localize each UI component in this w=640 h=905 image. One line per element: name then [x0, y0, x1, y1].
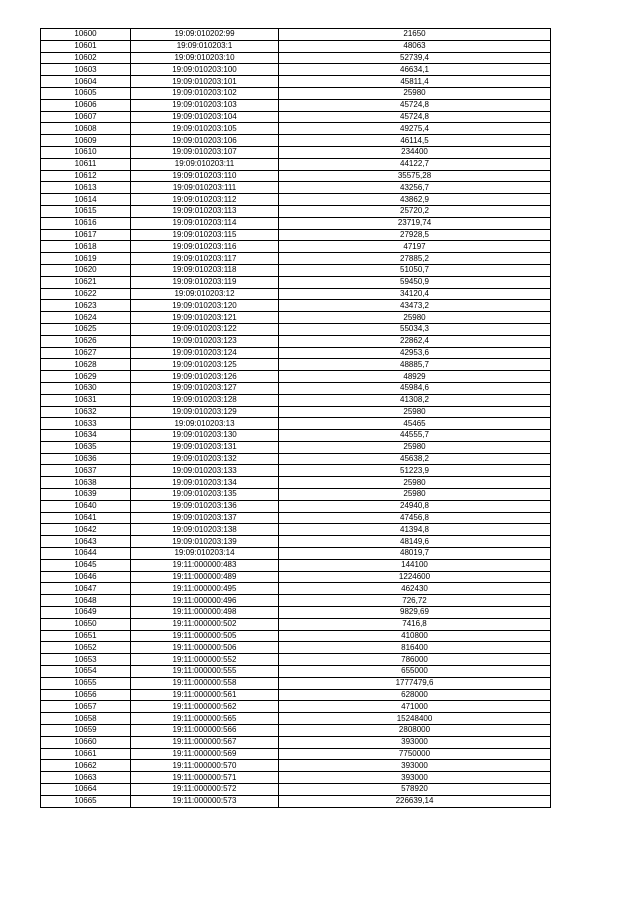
- value-cell: 22862,4: [279, 335, 551, 347]
- value-cell: 49275,4: [279, 123, 551, 135]
- row-number-cell: 10637: [41, 465, 131, 477]
- row-number-cell: 10618: [41, 241, 131, 253]
- table-row: [41, 371, 551, 383]
- row-number-cell: 10608: [41, 123, 131, 135]
- table-row: [41, 52, 551, 64]
- table-row: [41, 512, 551, 524]
- table-row: [41, 146, 551, 158]
- table-row: [41, 713, 551, 725]
- row-number-cell: 10627: [41, 347, 131, 359]
- table-row: [41, 536, 551, 548]
- table-row: [41, 241, 551, 253]
- row-number-cell: 10631: [41, 394, 131, 406]
- value-cell: 46634,1: [279, 64, 551, 76]
- cadastral-number-cell: 19:09:010203:129: [131, 406, 279, 418]
- cadastral-number-cell: 19:09:010203:120: [131, 300, 279, 312]
- row-number-cell: 10636: [41, 453, 131, 465]
- value-cell: 45638,2: [279, 453, 551, 465]
- table-row: [41, 276, 551, 288]
- row-number-cell: 10644: [41, 548, 131, 560]
- cadastral-number-cell: 19:09:010203:131: [131, 441, 279, 453]
- cadastral-number-cell: 19:09:010203:123: [131, 335, 279, 347]
- cadastral-number-cell: 19:11:000000:483: [131, 559, 279, 571]
- cadastral-number-cell: 19:09:010203:137: [131, 512, 279, 524]
- cadastral-number-cell: 19:09:010203:103: [131, 99, 279, 111]
- document-page: [40, 28, 550, 808]
- value-cell: 45724,8: [279, 111, 551, 123]
- row-number-cell: 10649: [41, 607, 131, 619]
- table-row: [41, 524, 551, 536]
- row-number-cell: 10609: [41, 135, 131, 147]
- table-row: [41, 264, 551, 276]
- row-number-cell: 10648: [41, 595, 131, 607]
- row-number-cell: 10643: [41, 536, 131, 548]
- value-cell: 15248400: [279, 713, 551, 725]
- table-row: [41, 795, 551, 807]
- row-number-cell: 10641: [41, 512, 131, 524]
- row-number-cell: 10617: [41, 229, 131, 241]
- cadastral-number-cell: 19:09:010203:134: [131, 477, 279, 489]
- cadastral-number-cell: 19:09:010203:125: [131, 359, 279, 371]
- table-row: [41, 64, 551, 76]
- value-cell: 41394,8: [279, 524, 551, 536]
- value-cell: 44555,7: [279, 430, 551, 442]
- value-cell: 48063: [279, 40, 551, 52]
- table-row: [41, 748, 551, 760]
- row-number-cell: 10626: [41, 335, 131, 347]
- value-cell: 42953,6: [279, 347, 551, 359]
- row-number-cell: 10642: [41, 524, 131, 536]
- cadastral-number-cell: 19:09:010203:128: [131, 394, 279, 406]
- table-row: [41, 300, 551, 312]
- table-row: [41, 500, 551, 512]
- value-cell: 25980: [279, 312, 551, 324]
- row-number-cell: 10650: [41, 618, 131, 630]
- value-cell: 25980: [279, 489, 551, 501]
- cadastral-number-cell: 19:09:010203:117: [131, 253, 279, 265]
- value-cell: 47456,8: [279, 512, 551, 524]
- table-row: [41, 229, 551, 241]
- row-number-cell: 10619: [41, 253, 131, 265]
- value-cell: 462430: [279, 583, 551, 595]
- row-number-cell: 10664: [41, 784, 131, 796]
- table-row: [41, 583, 551, 595]
- row-number-cell: 10603: [41, 64, 131, 76]
- row-number-cell: 10632: [41, 406, 131, 418]
- cadastral-number-cell: 19:09:010203:118: [131, 264, 279, 276]
- table-row: [41, 689, 551, 701]
- table-row: [41, 347, 551, 359]
- table-row: [41, 772, 551, 784]
- row-number-cell: 10634: [41, 430, 131, 442]
- cadastral-number-cell: 19:09:010203:105: [131, 123, 279, 135]
- cadastral-number-cell: 19:09:010203:113: [131, 205, 279, 217]
- row-number-cell: 10633: [41, 418, 131, 430]
- cadastral-number-cell: 19:09:010203:114: [131, 217, 279, 229]
- row-number-cell: 10630: [41, 382, 131, 394]
- row-number-cell: 10657: [41, 701, 131, 713]
- table-row: [41, 158, 551, 170]
- value-cell: 24940,8: [279, 500, 551, 512]
- cadastral-number-cell: 19:11:000000:567: [131, 736, 279, 748]
- row-number-cell: 10615: [41, 205, 131, 217]
- row-number-cell: 10607: [41, 111, 131, 123]
- table-row: [41, 654, 551, 666]
- table-row: [41, 642, 551, 654]
- cadastral-number-cell: 19:09:010203:13: [131, 418, 279, 430]
- value-cell: 1224600: [279, 571, 551, 583]
- value-cell: 48149,6: [279, 536, 551, 548]
- table-row: [41, 784, 551, 796]
- table-row: [41, 736, 551, 748]
- cadastral-number-cell: 19:11:000000:502: [131, 618, 279, 630]
- row-number-cell: 10651: [41, 630, 131, 642]
- cadastral-number-cell: 19:11:000000:555: [131, 666, 279, 678]
- row-number-cell: 10611: [41, 158, 131, 170]
- value-cell: 234400: [279, 146, 551, 158]
- table-row: [41, 489, 551, 501]
- cadastral-number-cell: 19:11:000000:561: [131, 689, 279, 701]
- row-number-cell: 10639: [41, 489, 131, 501]
- cadastral-number-cell: 19:09:010203:104: [131, 111, 279, 123]
- value-cell: 51050,7: [279, 264, 551, 276]
- cadastral-number-cell: 19:09:010203:12: [131, 288, 279, 300]
- value-cell: 45984,6: [279, 382, 551, 394]
- cadastral-number-cell: 19:09:010203:121: [131, 312, 279, 324]
- cadastral-number-cell: 19:09:010203:135: [131, 489, 279, 501]
- cadastral-number-cell: 19:11:000000:569: [131, 748, 279, 760]
- value-cell: 9829,69: [279, 607, 551, 619]
- row-number-cell: 10601: [41, 40, 131, 52]
- table-row: [41, 725, 551, 737]
- cadastral-number-cell: 19:09:010203:116: [131, 241, 279, 253]
- cadastral-number-cell: 19:09:010203:10: [131, 52, 279, 64]
- row-number-cell: 10646: [41, 571, 131, 583]
- cadastral-number-cell: 19:11:000000:489: [131, 571, 279, 583]
- row-number-cell: 10600: [41, 29, 131, 41]
- value-cell: 46114,5: [279, 135, 551, 147]
- value-cell: 393000: [279, 736, 551, 748]
- value-cell: 43862,9: [279, 194, 551, 206]
- value-cell: 25980: [279, 477, 551, 489]
- cadastral-number-cell: 19:09:010203:102: [131, 87, 279, 99]
- cadastral-number-cell: 19:09:010203:100: [131, 64, 279, 76]
- row-number-cell: 10616: [41, 217, 131, 229]
- row-number-cell: 10658: [41, 713, 131, 725]
- value-cell: 35575,28: [279, 170, 551, 182]
- row-number-cell: 10645: [41, 559, 131, 571]
- table-row: [41, 571, 551, 583]
- cadastral-number-cell: 19:11:000000:573: [131, 795, 279, 807]
- row-number-cell: 10613: [41, 182, 131, 194]
- table-row: [41, 40, 551, 52]
- value-cell: 726,72: [279, 595, 551, 607]
- cadastral-number-cell: 19:11:000000:565: [131, 713, 279, 725]
- cadastral-number-cell: 19:09:010203:110: [131, 170, 279, 182]
- value-cell: 21650: [279, 29, 551, 41]
- row-number-cell: 10656: [41, 689, 131, 701]
- cadastral-number-cell: 19:09:010203:107: [131, 146, 279, 158]
- cadastral-number-cell: 19:11:000000:572: [131, 784, 279, 796]
- value-cell: 52739,4: [279, 52, 551, 64]
- cadastral-number-cell: 19:11:000000:558: [131, 677, 279, 689]
- table-row: [41, 548, 551, 560]
- table-row: [41, 135, 551, 147]
- row-number-cell: 10622: [41, 288, 131, 300]
- row-number-cell: 10614: [41, 194, 131, 206]
- cadastral-number-cell: 19:11:000000:562: [131, 701, 279, 713]
- value-cell: 25980: [279, 87, 551, 99]
- table-row: [41, 394, 551, 406]
- cadastral-number-cell: 19:09:010202:99: [131, 29, 279, 41]
- value-cell: 655000: [279, 666, 551, 678]
- cadastral-number-cell: 19:09:010203:112: [131, 194, 279, 206]
- value-cell: 226639,14: [279, 795, 551, 807]
- row-number-cell: 10605: [41, 87, 131, 99]
- row-number-cell: 10635: [41, 441, 131, 453]
- row-number-cell: 10659: [41, 725, 131, 737]
- row-number-cell: 10625: [41, 323, 131, 335]
- value-cell: 43256,7: [279, 182, 551, 194]
- data-table: [40, 28, 551, 808]
- table-row: [41, 477, 551, 489]
- value-cell: 45465: [279, 418, 551, 430]
- value-cell: 45724,8: [279, 99, 551, 111]
- value-cell: 25720,2: [279, 205, 551, 217]
- value-cell: 48929: [279, 371, 551, 383]
- table-row: [41, 111, 551, 123]
- cadastral-number-cell: 19:09:010203:130: [131, 430, 279, 442]
- cadastral-number-cell: 19:11:000000:552: [131, 654, 279, 666]
- table-body: [41, 29, 551, 808]
- row-number-cell: 10628: [41, 359, 131, 371]
- value-cell: 44122,7: [279, 158, 551, 170]
- value-cell: 48885,7: [279, 359, 551, 371]
- cadastral-number-cell: 19:09:010203:122: [131, 323, 279, 335]
- value-cell: 578920: [279, 784, 551, 796]
- cadastral-number-cell: 19:09:010203:133: [131, 465, 279, 477]
- cadastral-number-cell: 19:11:000000:506: [131, 642, 279, 654]
- table-row: [41, 76, 551, 88]
- row-number-cell: 10640: [41, 500, 131, 512]
- table-row: [41, 441, 551, 453]
- row-number-cell: 10654: [41, 666, 131, 678]
- cadastral-number-cell: 19:09:010203:111: [131, 182, 279, 194]
- cadastral-number-cell: 19:09:010203:138: [131, 524, 279, 536]
- row-number-cell: 10629: [41, 371, 131, 383]
- row-number-cell: 10663: [41, 772, 131, 784]
- table-row: [41, 418, 551, 430]
- table-row: [41, 595, 551, 607]
- row-number-cell: 10652: [41, 642, 131, 654]
- value-cell: 816400: [279, 642, 551, 654]
- table-row: [41, 359, 551, 371]
- value-cell: 34120,4: [279, 288, 551, 300]
- table-row: [41, 559, 551, 571]
- cadastral-number-cell: 19:09:010203:1: [131, 40, 279, 52]
- cadastral-number-cell: 19:09:010203:124: [131, 347, 279, 359]
- row-number-cell: 10621: [41, 276, 131, 288]
- table-row: [41, 323, 551, 335]
- table-row: [41, 170, 551, 182]
- value-cell: 144100: [279, 559, 551, 571]
- cadastral-number-cell: 19:09:010203:119: [131, 276, 279, 288]
- value-cell: 7416,8: [279, 618, 551, 630]
- row-number-cell: 10620: [41, 264, 131, 276]
- cadastral-number-cell: 19:09:010203:11: [131, 158, 279, 170]
- table-row: [41, 618, 551, 630]
- value-cell: 45811,4: [279, 76, 551, 88]
- cadastral-number-cell: 19:09:010203:139: [131, 536, 279, 548]
- table-row: [41, 666, 551, 678]
- row-number-cell: 10660: [41, 736, 131, 748]
- row-number-cell: 10647: [41, 583, 131, 595]
- cadastral-number-cell: 19:09:010203:127: [131, 382, 279, 394]
- value-cell: 410800: [279, 630, 551, 642]
- table-row: [41, 382, 551, 394]
- value-cell: 25980: [279, 441, 551, 453]
- table-row: [41, 335, 551, 347]
- cadastral-number-cell: 19:09:010203:101: [131, 76, 279, 88]
- row-number-cell: 10612: [41, 170, 131, 182]
- value-cell: 47197: [279, 241, 551, 253]
- table-row: [41, 205, 551, 217]
- table-row: [41, 182, 551, 194]
- row-number-cell: 10638: [41, 477, 131, 489]
- table-row: [41, 87, 551, 99]
- cadastral-number-cell: 19:11:000000:566: [131, 725, 279, 737]
- row-number-cell: 10604: [41, 76, 131, 88]
- value-cell: 25980: [279, 406, 551, 418]
- row-number-cell: 10662: [41, 760, 131, 772]
- table-row: [41, 465, 551, 477]
- table-row: [41, 99, 551, 111]
- value-cell: 27928,5: [279, 229, 551, 241]
- cadastral-number-cell: 19:11:000000:498: [131, 607, 279, 619]
- cadastral-number-cell: 19:09:010203:115: [131, 229, 279, 241]
- table-row: [41, 607, 551, 619]
- value-cell: 471000: [279, 701, 551, 713]
- table-row: [41, 217, 551, 229]
- table-row: [41, 430, 551, 442]
- value-cell: 786000: [279, 654, 551, 666]
- cadastral-number-cell: 19:11:000000:505: [131, 630, 279, 642]
- cadastral-number-cell: 19:09:010203:14: [131, 548, 279, 560]
- row-number-cell: 10655: [41, 677, 131, 689]
- cadastral-number-cell: 19:11:000000:570: [131, 760, 279, 772]
- table-row: [41, 123, 551, 135]
- value-cell: 23719,74: [279, 217, 551, 229]
- value-cell: 59450,9: [279, 276, 551, 288]
- table-row: [41, 677, 551, 689]
- row-number-cell: 10623: [41, 300, 131, 312]
- cadastral-number-cell: 19:11:000000:495: [131, 583, 279, 595]
- table-row: [41, 630, 551, 642]
- value-cell: 43473,2: [279, 300, 551, 312]
- row-number-cell: 10624: [41, 312, 131, 324]
- cadastral-number-cell: 19:09:010203:126: [131, 371, 279, 383]
- value-cell: 1777479,6: [279, 677, 551, 689]
- row-number-cell: 10610: [41, 146, 131, 158]
- table-row: [41, 312, 551, 324]
- table-row: [41, 288, 551, 300]
- table-row: [41, 253, 551, 265]
- value-cell: 27885,2: [279, 253, 551, 265]
- value-cell: 51223,9: [279, 465, 551, 477]
- value-cell: 48019,7: [279, 548, 551, 560]
- cadastral-number-cell: 19:09:010203:106: [131, 135, 279, 147]
- table-row: [41, 29, 551, 41]
- cadastral-number-cell: 19:09:010203:132: [131, 453, 279, 465]
- value-cell: 2808000: [279, 725, 551, 737]
- value-cell: 393000: [279, 772, 551, 784]
- cadastral-number-cell: 19:11:000000:496: [131, 595, 279, 607]
- table-row: [41, 453, 551, 465]
- table-row: [41, 701, 551, 713]
- value-cell: 7750000: [279, 748, 551, 760]
- row-number-cell: 10661: [41, 748, 131, 760]
- cadastral-number-cell: 19:09:010203:136: [131, 500, 279, 512]
- value-cell: 41308,2: [279, 394, 551, 406]
- row-number-cell: 10606: [41, 99, 131, 111]
- table-row: [41, 406, 551, 418]
- table-row: [41, 194, 551, 206]
- row-number-cell: 10602: [41, 52, 131, 64]
- value-cell: 393000: [279, 760, 551, 772]
- cadastral-number-cell: 19:11:000000:571: [131, 772, 279, 784]
- value-cell: 628000: [279, 689, 551, 701]
- row-number-cell: 10665: [41, 795, 131, 807]
- row-number-cell: 10653: [41, 654, 131, 666]
- table-row: [41, 760, 551, 772]
- value-cell: 55034,3: [279, 323, 551, 335]
